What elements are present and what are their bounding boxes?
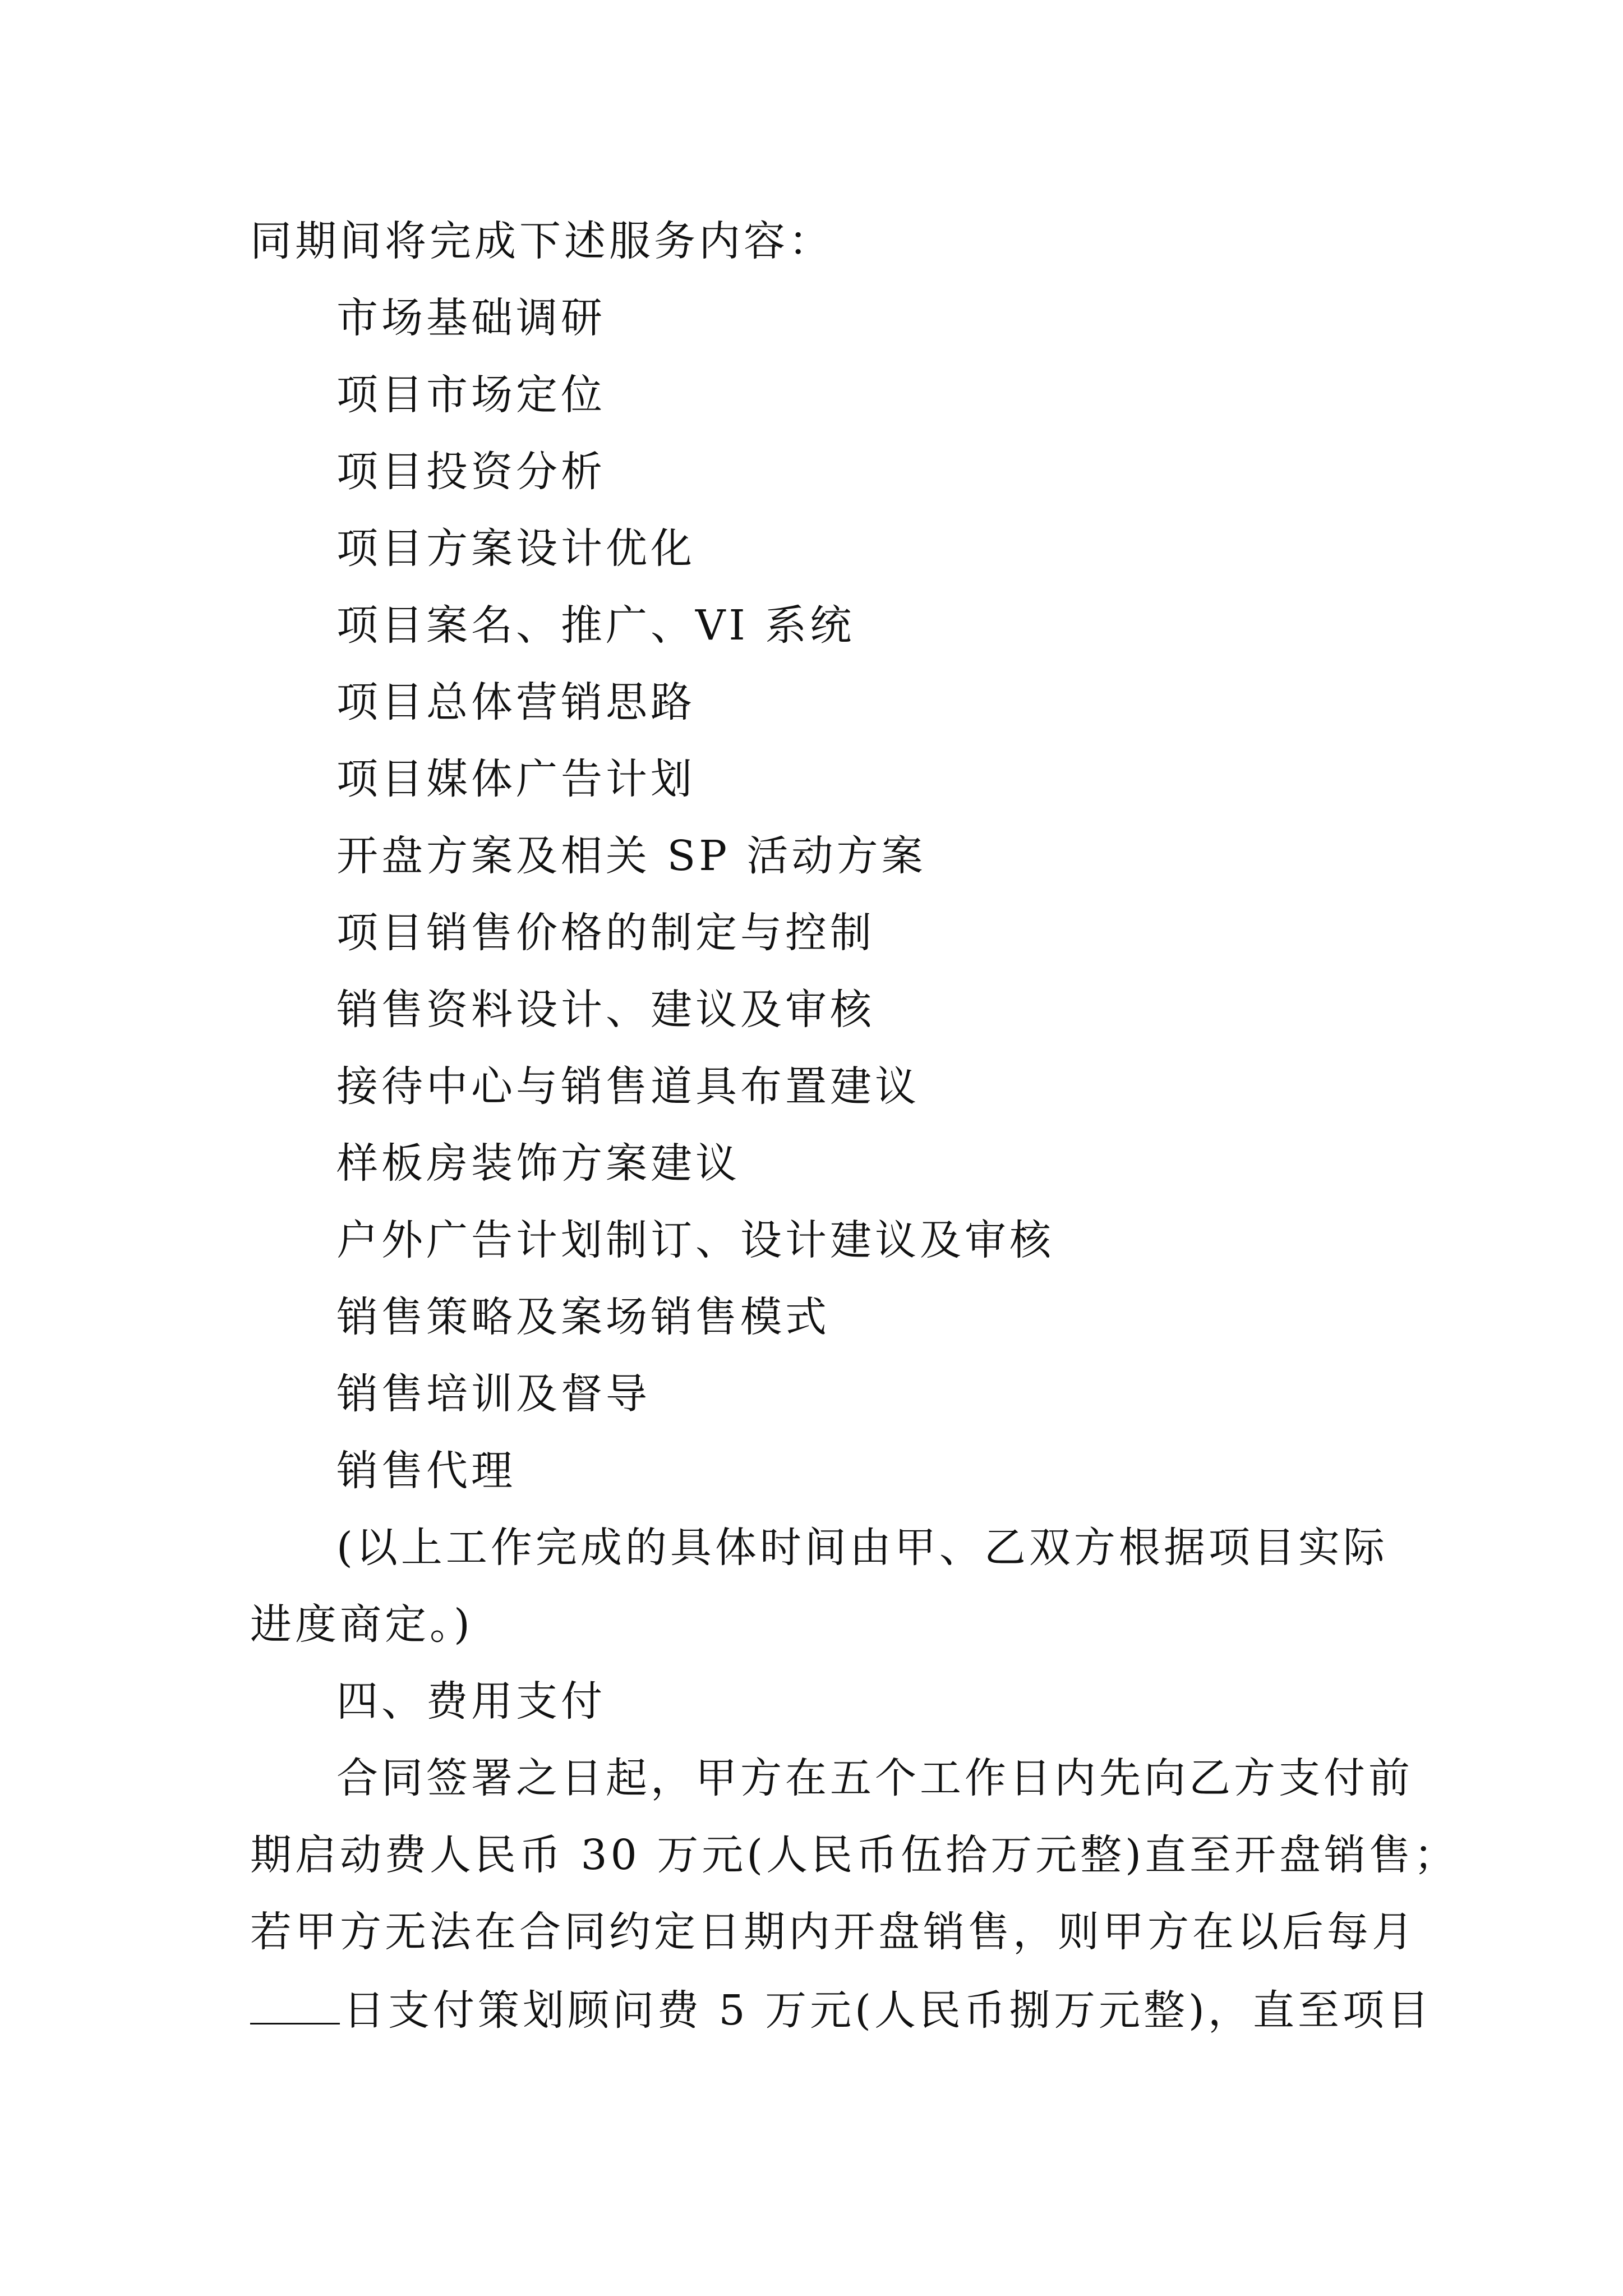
payment-paragraph-line: 期启动费人民币 30 万元(人民币伍拾万元整)直至开盘销售； [250,1831,1459,1879]
section-heading: 四、费用支付 [336,1677,606,1726]
service-item: 项目案名、推广、VI 系统 [336,601,855,650]
service-item: 销售培训及督导 [336,1370,651,1418]
service-item: 销售代理 [336,1447,516,1495]
service-item: 开盘方案及相关 SP 活动方案 [336,832,926,880]
service-item: 接待中心与销售道具布置建议 [336,1062,920,1111]
service-item: 销售资料设计、建议及审核 [336,986,875,1034]
payment-paragraph-line: 若甲方无法在合同约定日期内开盘销售，则甲方在以后每月 [250,1908,1417,1956]
service-item: 项目销售价格的制定与控制 [336,909,875,957]
note-line: (以上工作完成的具体时间由甲、乙双方根据项目实际 [336,1524,1388,1572]
intro-text: 同期间将完成下述服务内容： [250,217,833,265]
payment-paragraph-line: 合同签署之日起，甲方在五个工作日内先向乙方支付前 [336,1754,1413,1802]
service-item: 销售策略及案场销售模式 [336,1293,830,1341]
service-item: 项目总体营销思路 [336,678,695,726]
service-item: 项目市场定位 [336,371,606,419]
service-item: 市场基础调研 [336,294,606,342]
payment-paragraph-line [250,1984,1432,2036]
payment-line-text: 日支付策划顾问费 5 万元(人民币捌万元整)，直至项目 [343,1986,1432,2035]
service-item: 户外广告计划制订、设计建议及审核 [336,1216,1054,1264]
service-item: 项目媒体广告计划 [336,755,695,803]
service-item: 项目方案设计优化 [336,524,695,573]
note-line: 进度商定。) [250,1600,473,1649]
fill-in-blank [250,1984,340,2024]
service-item: 项目投资分析 [336,448,606,496]
service-item: 样板房装饰方案建议 [336,1139,740,1188]
